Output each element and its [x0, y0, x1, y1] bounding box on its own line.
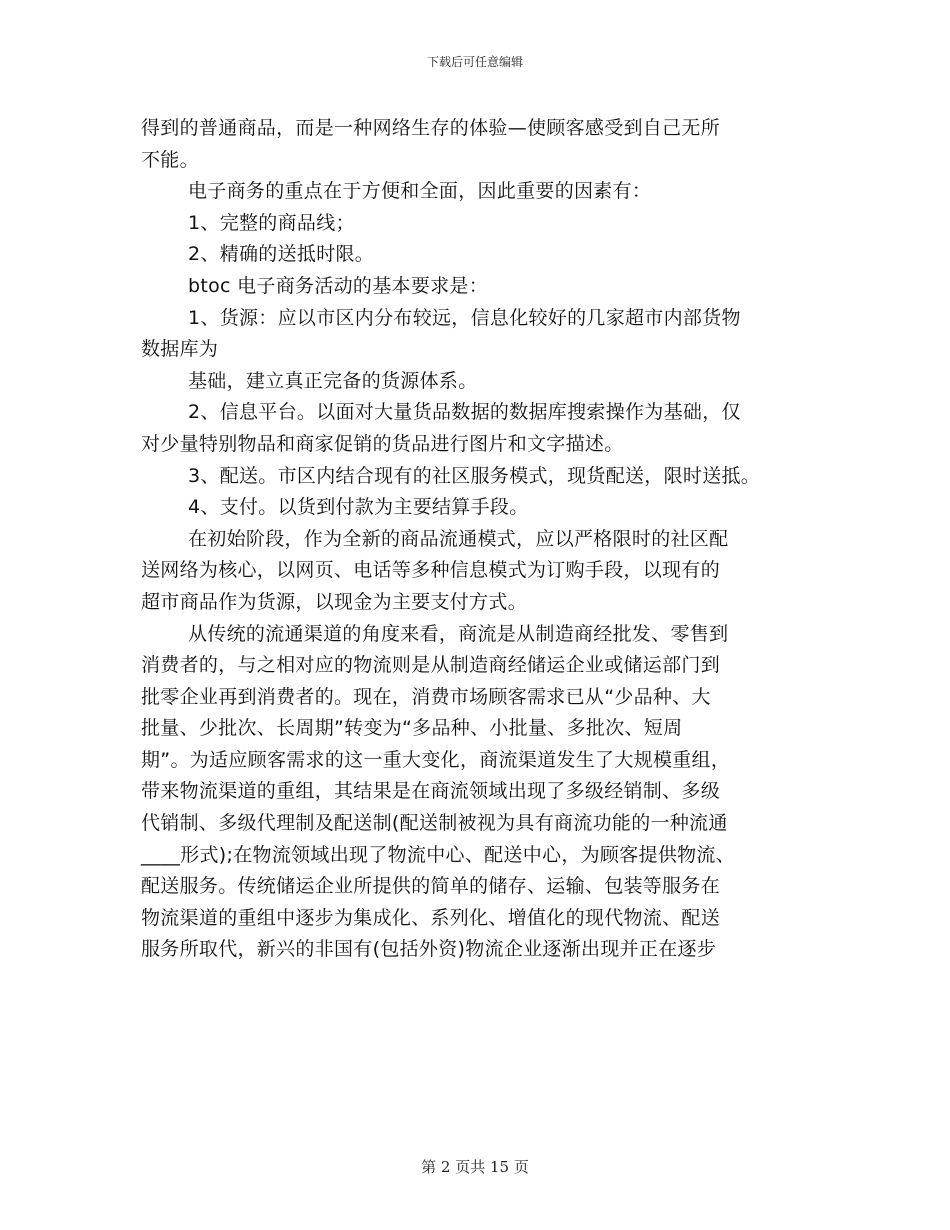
text-line: 得到的普通商品，而是一种网络生存的体验—使顾客感受到自己无所	[141, 117, 721, 139]
list-item: 1、货源：应以市区内分布较远，信息化较好的几家超市内部货物	[188, 306, 741, 329]
page-header: 下载后可任意编辑	[426, 55, 523, 69]
text-line: 送网络为核心，以网页、电话等多种信息模式为订购手段，以现有的	[141, 559, 721, 582]
text-line: 对少量特别物品和商家促销的货品进行图片和文字描述。	[141, 432, 624, 455]
text-line: 批量、少批次、长周期”转变为“多品种、小批量、多批次、短周	[141, 717, 683, 740]
text-line: 不能。	[141, 148, 199, 171]
text-line: 在初始阶段，作为全新的商品流通模式，应以严格限时的社区配	[188, 527, 729, 550]
text-line: 期”。为适应顾客需求的这一重大变化，商流渠道发生了大规模重组，	[141, 748, 731, 771]
text-line: btoc 电子商务活动的基本要求是：	[188, 274, 489, 297]
text-line: 服务所取代，新兴的非国有(包括外资)物流企业逐渐出现并正在逐步	[141, 938, 717, 961]
text-line: ____形式);在物流领域出现了物流中心、配送中心，为顾客提供物流、	[141, 843, 736, 866]
page-number: 第 2 页共 15 页	[421, 1158, 529, 1176]
text-line: 超市商品作为货源，以现金为主要支付方式。	[141, 590, 528, 613]
list-item: 1、完整的商品线；	[188, 211, 355, 234]
list-item: 3、配送。市区内结合现有的社区服务模式，现货配送，限时送抵。	[188, 464, 761, 487]
text-line: 消费者的，与之相对应的物流则是从制造商经储运企业或储运部门到	[141, 654, 721, 677]
list-item: 4、支付。以货到付款为主要结算手段。	[188, 496, 529, 519]
text-line: 电子商务的重点在于方便和全面，因此重要的因素有：	[188, 180, 652, 203]
text-line: 物流渠道的重组中逐步为集成化、系列化、增值化的现代物流、配送	[141, 906, 721, 929]
text-line: 数据库为	[141, 338, 219, 361]
list-item: 2、精确的送抵时限。	[188, 243, 375, 266]
text-line: 基础，建立真正完备的货源体系。	[188, 369, 478, 392]
document-body	[141, 113, 841, 966]
text-line: 批零企业再到消费者的。现在，消费市场顾客需求已从“少品种、大	[141, 685, 711, 708]
text-line: 配送服务。传统储运企业所提供的简单的储存、运输、包装等服务在	[141, 875, 721, 898]
text-line: 代销制、多级代理制及配送制(配送制被视为具有商流功能的一种流通	[141, 812, 728, 835]
text-line: 从传统的流通渠道的角度来看，商流是从制造商经批发、零售到	[188, 622, 729, 645]
list-item: 2、信息平台。以面对大量货品数据的数据库搜索操作为基础，仅	[188, 401, 741, 424]
text-line: 带来物流渠道的重组，其结果是在商流领域出现了多级经销制、多级	[141, 780, 721, 803]
